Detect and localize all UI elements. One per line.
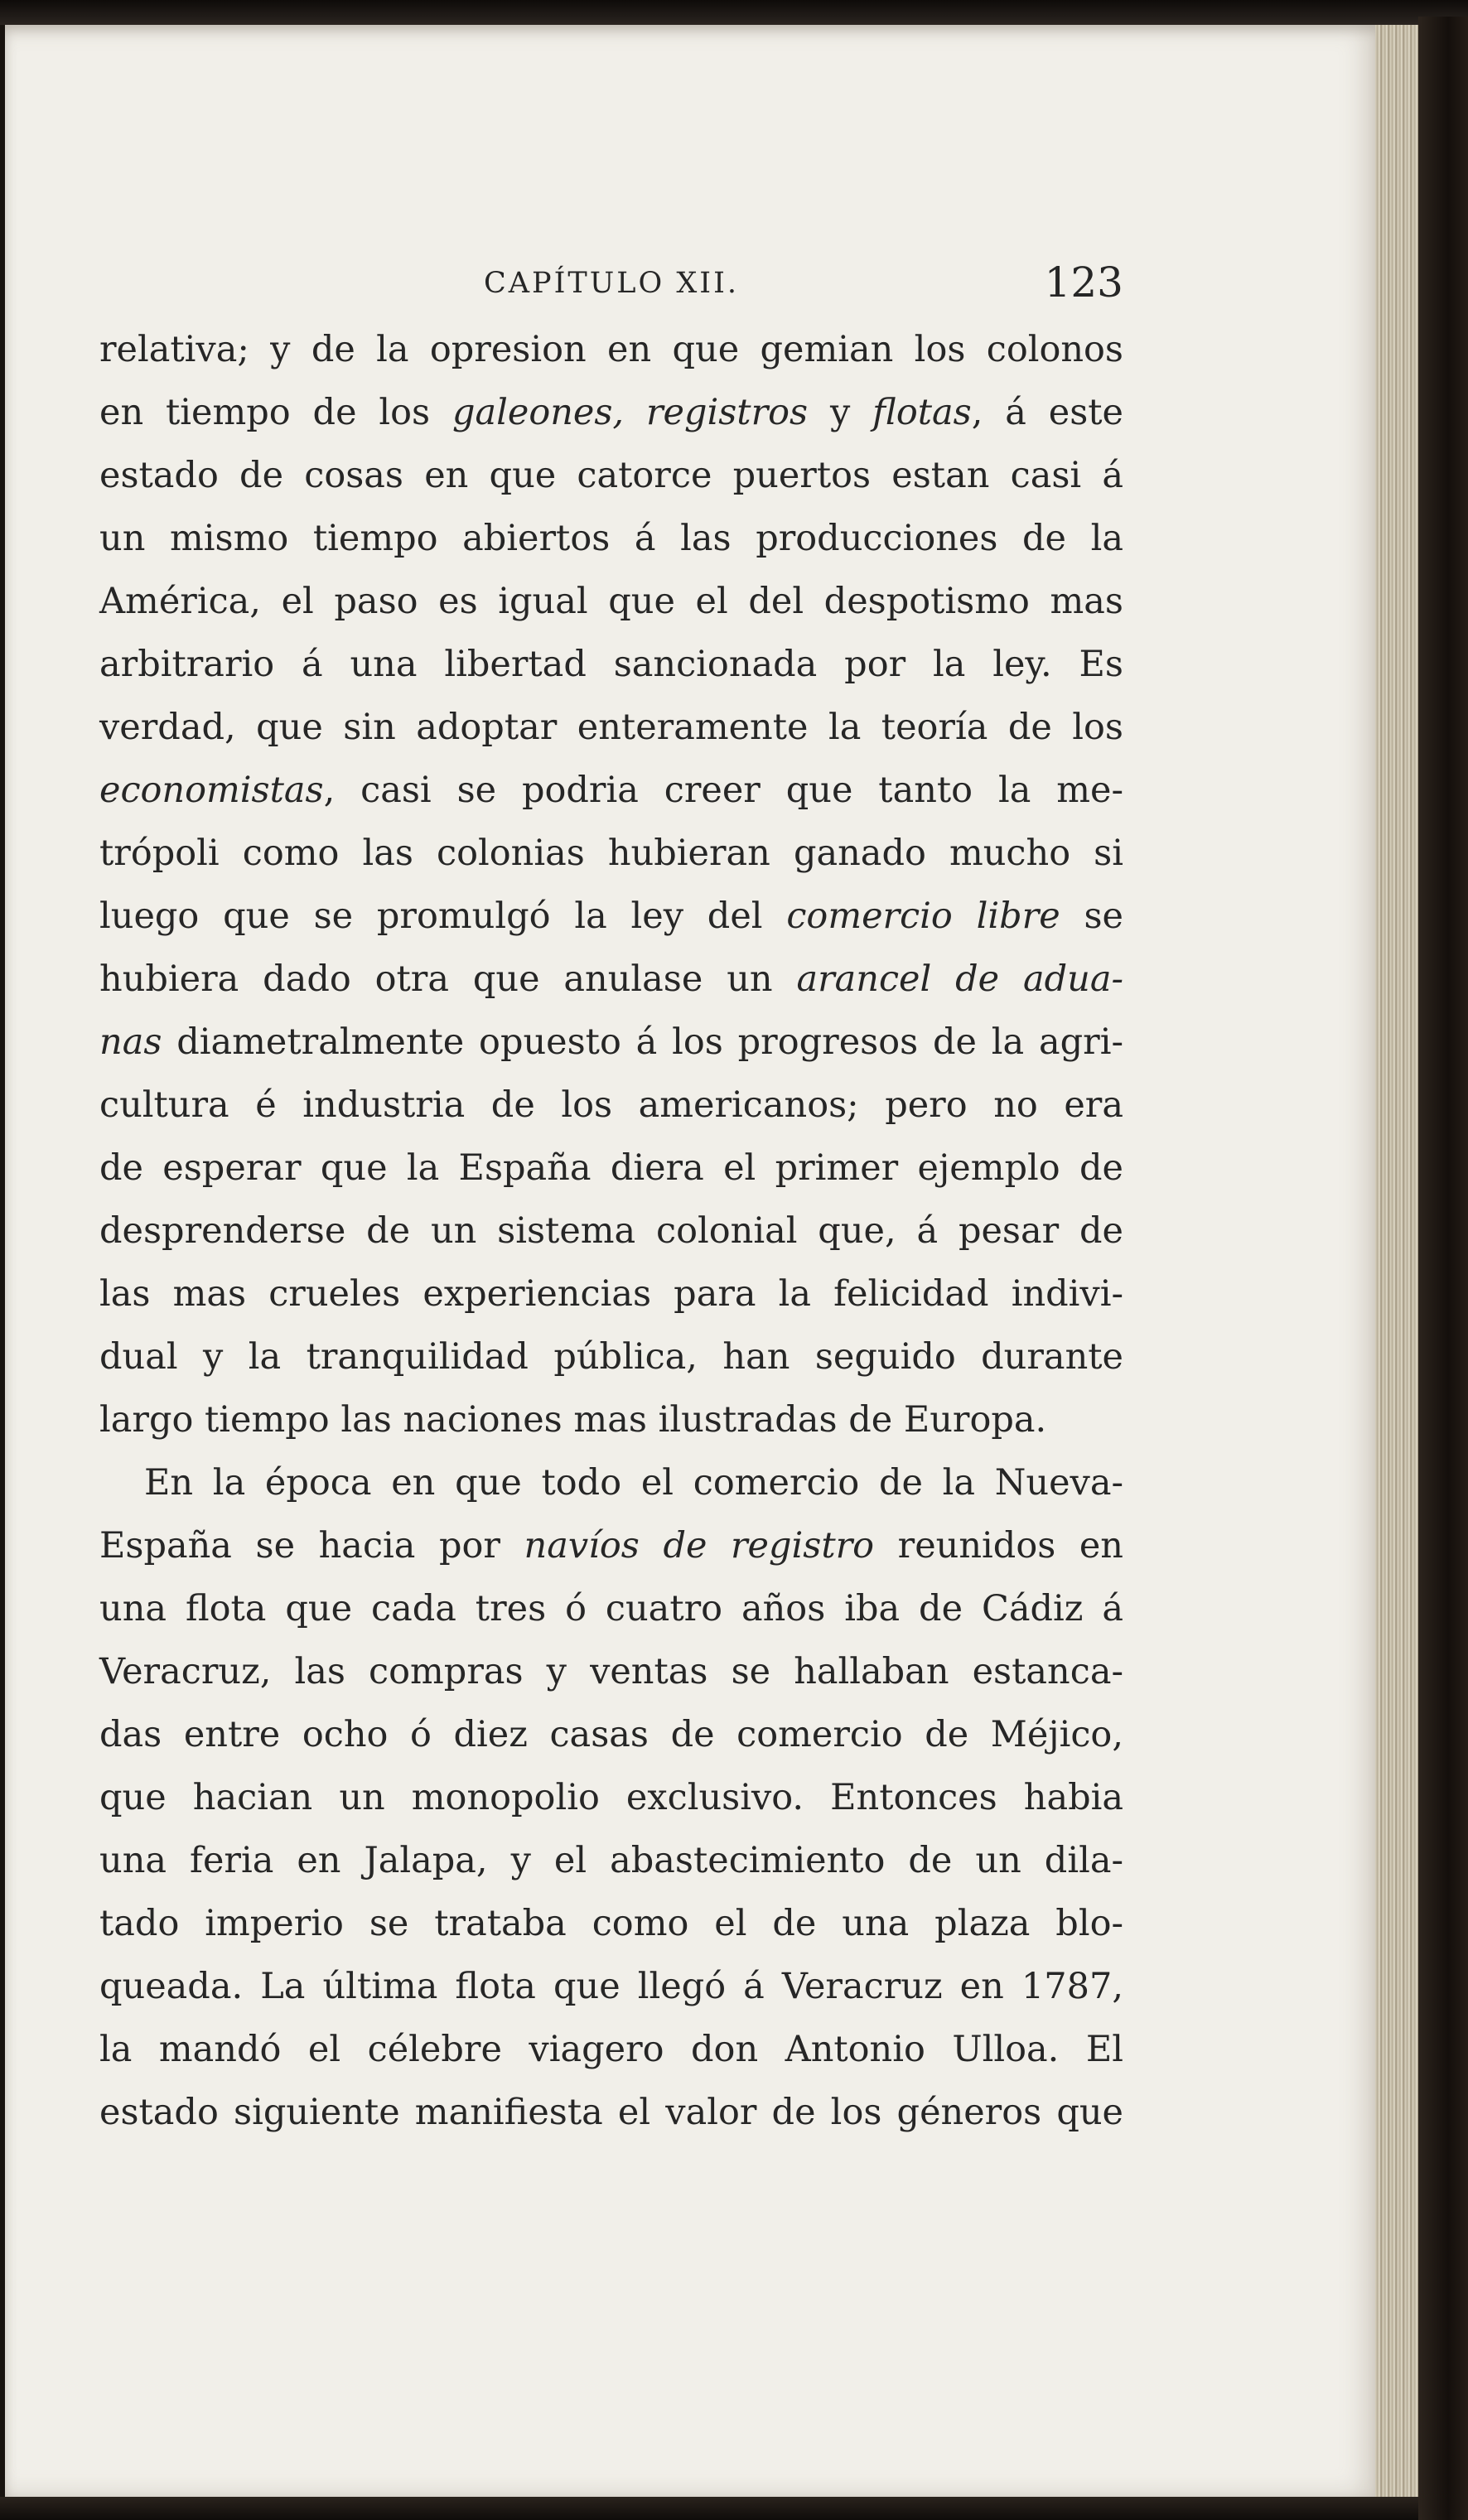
text-line: un mismo tiempo abiertos á las producciones de la bbox=[99, 518, 1123, 559]
text-line bbox=[99, 885, 1123, 948]
text-line: una flota que cada tres ó cuatro años iba de Cádiz á bbox=[99, 1588, 1123, 1629]
text-line: dual y la tranquilidad pública, han seguido durante bbox=[99, 1336, 1123, 1378]
text-line bbox=[99, 1514, 1123, 1577]
text-line: estado siguiente manifiesta el valor de los géneros que bbox=[99, 2092, 1123, 2133]
page-block-edge bbox=[1375, 25, 1418, 2510]
text-run: , casi se podria creer que tanto la me- bbox=[323, 770, 1123, 811]
text-run: España se hacia por bbox=[99, 1525, 524, 1567]
text-line: de esperar que la España diera el primer ejemplo de bbox=[99, 1147, 1123, 1189]
text-line bbox=[99, 381, 1123, 444]
text-line: América, el paso es igual que el del despotismo mas bbox=[99, 581, 1123, 622]
paragraph-1 bbox=[99, 318, 1123, 1451]
page-number: 123 bbox=[1044, 258, 1123, 307]
text-run: reunidos en bbox=[874, 1525, 1123, 1567]
text-run: se bbox=[1060, 896, 1123, 937]
text-line: trópoli como las colonias hubieran ganado mucho si bbox=[99, 833, 1123, 874]
text-run: hubiera dado otra que anulase un bbox=[99, 958, 797, 1000]
text-line: desprenderse de un sistema colonial que, á pesar de bbox=[99, 1210, 1123, 1252]
running-head bbox=[99, 258, 1123, 308]
text-line: tado imperio se trataba como el de una plaza blo- bbox=[99, 1903, 1123, 1944]
text-run: luego que se promulgó la ley del bbox=[99, 896, 787, 937]
text-line: relativa; y de la opresion en que gemian los colonos bbox=[99, 329, 1123, 370]
text-run: , á este bbox=[971, 392, 1123, 433]
italic-term: navíos de registro bbox=[524, 1525, 875, 1567]
text-run: en tiempo de los bbox=[99, 392, 452, 433]
text-line: cultura é industria de los americanos; pero no era bbox=[99, 1084, 1123, 1126]
text-line: En la época en que todo el comercio de la Nueva- bbox=[144, 1462, 1123, 1504]
text-line bbox=[99, 948, 1123, 1011]
text-line: que hacian un monopolio exclusivo. Entonces habia bbox=[99, 1777, 1123, 1818]
italic-term: flotas bbox=[872, 392, 972, 433]
text-run: diametralmente opuesto á los progresos de la agri- bbox=[162, 1021, 1123, 1063]
text-line bbox=[99, 1011, 1123, 1074]
text-line: la mandó el célebre viagero don Antonio Ulloa. El bbox=[99, 2029, 1123, 2070]
book-cover-edge bbox=[1418, 17, 1468, 2520]
italic-term: galeones, registros bbox=[452, 392, 809, 433]
chapter-heading: CAPÍTULO XII. bbox=[484, 267, 740, 300]
text-line: verdad, que sin adoptar enteramente la teoría de los bbox=[99, 707, 1123, 748]
text-line: largo tiempo las naciones mas ilustradas de Europa. bbox=[99, 1399, 1047, 1441]
italic-term: nas bbox=[99, 1021, 162, 1063]
text-line: Veracruz, las compras y ventas se hallaban estanca- bbox=[99, 1651, 1123, 1692]
paragraph-2 bbox=[99, 1451, 1123, 2144]
body-text bbox=[99, 318, 1123, 2144]
italic-term: comercio libre bbox=[786, 896, 1060, 937]
italic-term: arancel de adua- bbox=[796, 958, 1123, 1000]
text-line: das entre ocho ó diez casas de comercio de Méjico, bbox=[99, 1714, 1123, 1755]
italic-term: economistas bbox=[99, 770, 324, 811]
scan-top-edge bbox=[0, 0, 1468, 25]
text-line: las mas crueles experiencias para la felicidad indivi- bbox=[99, 1273, 1123, 1315]
text-line bbox=[99, 759, 1123, 822]
scan-bottom-edge bbox=[0, 2497, 1418, 2520]
text-run: y bbox=[808, 392, 873, 433]
text-line: una feria en Jalapa, y el abastecimiento de un dila- bbox=[99, 1840, 1123, 1881]
text-line: arbitrario á una libertad sancionada por la ley. Es bbox=[99, 644, 1123, 685]
text-line: queada. La última flota que llegó á Veracruz en 1787, bbox=[99, 1966, 1123, 2007]
text-line: estado de cosas en que catorce puertos estan casi á bbox=[99, 455, 1123, 496]
